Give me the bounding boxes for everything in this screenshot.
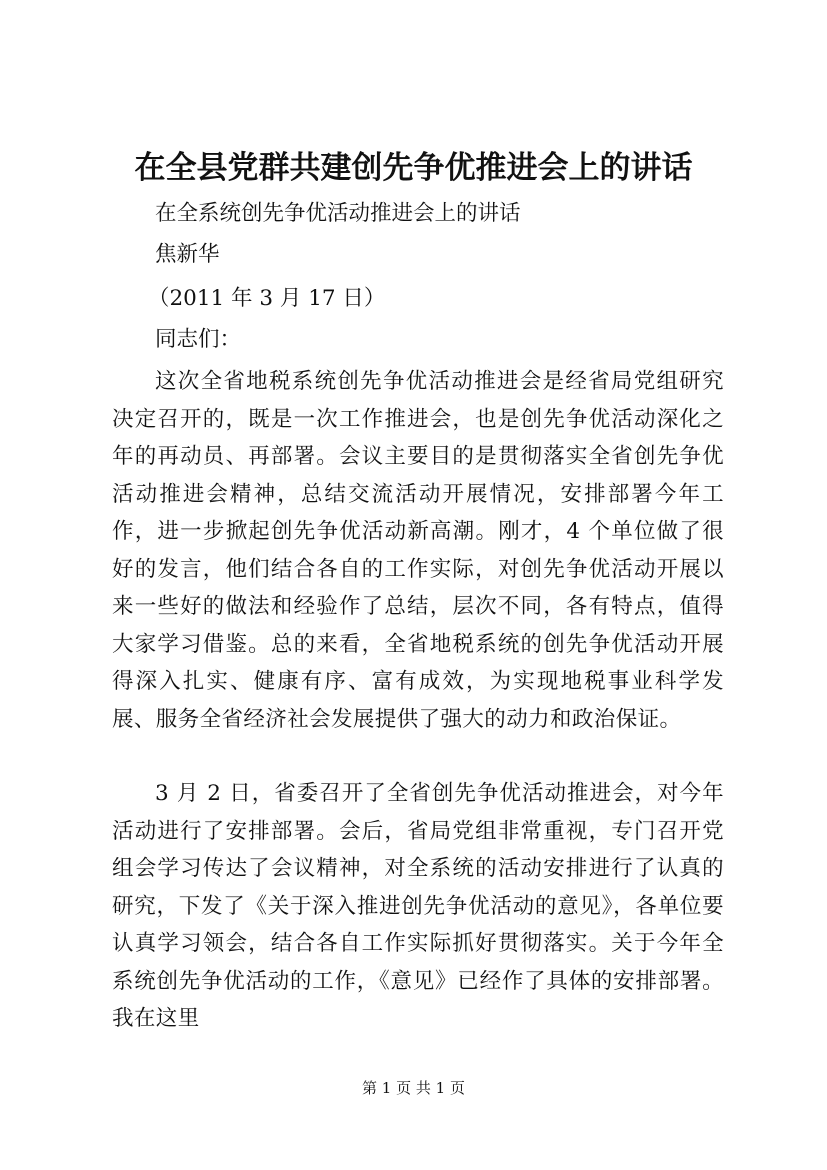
page-number-footer: 第 1 页 共 1 页	[362, 1079, 465, 1097]
author-name: 焦新华	[155, 242, 220, 267]
document-title: 在全县党群共建创先争优推进会上的讲话	[134, 150, 693, 186]
document-subtitle: 在全系统创先争优活动推进会上的讲话	[155, 201, 521, 226]
body-paragraph: 3 月 2 日，省委召开了全省创先争优活动推进会，对今年活动进行了安排部署。会后，省局党组非常重视，专门召开党组会学习传达了会议精神，对全系统的活动安排进行了认真的研究，下发了《关于深入推进创先争优活动的意见》，各单位要认真学习领会，结合各自工作实际抓好贯彻落实。关于今年全系统创先争优活动的工作，《意见》已经作了具体的安排部署。我在这里	[112, 781, 724, 1031]
salutation: 同志们：	[155, 327, 242, 352]
speech-date: （2011 年 3 月 17 日）	[148, 286, 386, 311]
body-paragraph: 这次全省地税系统创先争优活动推进会是经省局党组研究决定召开的，既是一次工作推进会，也是创先争优活动深化之年的再动员、再部署。会议主要目的是贯彻落实全省创先争优活动推进会精神，总结交流活动开展情况，安排部署今年工作，进一步掀起创先争优活动新高潮。刚才，4 个单位做了很好的发言，他们结合各自的工作实际，对创先争优活动开展以来一些好的做法和经验作了总结，层次不同，各有特点，值得大家学习借鉴。总的来看，全省地税系统的创先争优活动开展得深入扎实、健康有序、富有成效，为实现地税事业科学发展、服务全省经济社会发展提供了强大的动力和政治保证。	[112, 369, 724, 732]
